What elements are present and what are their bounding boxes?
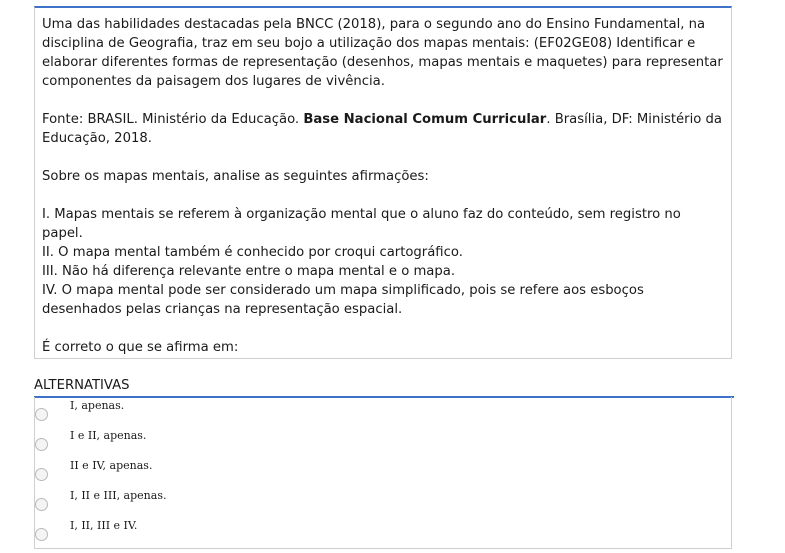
alternative-label[interactable]: I, apenas. [70,399,125,412]
radio-button[interactable] [35,408,48,421]
question-closing: É correto o que se afirma em: [42,340,239,355]
alternative-label[interactable]: I, II e III, apenas. [70,489,167,502]
radio-button[interactable] [35,528,48,541]
alternative-option-3[interactable] [35,457,731,481]
radio-button[interactable] [35,498,48,511]
question-intro: Uma das habilidades destacadas pela BNCC (2018), para o segundo ano do Ensino Fundamental, na disciplina de Geografia, traz em seu bojo a utilização dos mapas mentais: (EF02GE08) Identificar e elaborar diferentes formas de representação (desenhos, mapas mentais e maquetes) para representar componentes da paisagem dos lugares de vivência. [42,17,723,89]
question-prompt: Sobre os mapas mentais, analise as seguintes afirmações: [42,169,429,184]
source-prefix: Fonte: BRASIL. Ministério da Educação. [42,112,304,127]
alternative-option-2[interactable] [35,427,731,451]
statement-1: I. Mapas mentais se referem à organização mental que o aluno faz do conteúdo, sem registro no papel. [42,207,681,241]
alternatives-list [34,397,732,549]
alternative-option-1[interactable] [35,397,731,421]
alternative-option-4[interactable] [35,487,731,511]
statement-list [42,205,724,319]
alternatives-header: ALTERNATIVAS [34,377,734,398]
statement-4: IV. O mapa mental pode ser considerado um mapa simplificado, pois se refere aos esboços desenhados pelas crianças na representação espacial. [42,283,644,317]
alternative-label[interactable]: I, II, III e IV. [70,519,138,532]
radio-button[interactable] [35,468,48,481]
statement-3: III. Não há diferença relevante entre o mapa mental e o mapa. [42,264,456,279]
source-suffix: . Brasília, DF: Ministério da Educação, 2018. [42,112,722,146]
alternative-label[interactable]: I e II, apenas. [70,429,147,442]
alternative-option-5[interactable] [35,517,731,541]
alternative-label[interactable]: II e IV, apenas. [70,459,153,472]
question-source [42,110,724,148]
question-panel [34,6,732,359]
radio-button[interactable] [35,438,48,451]
statement-2: II. O mapa mental também é conhecido por croqui cartográfico. [42,245,463,260]
source-title: Base Nacional Comum Curricular [303,112,547,127]
